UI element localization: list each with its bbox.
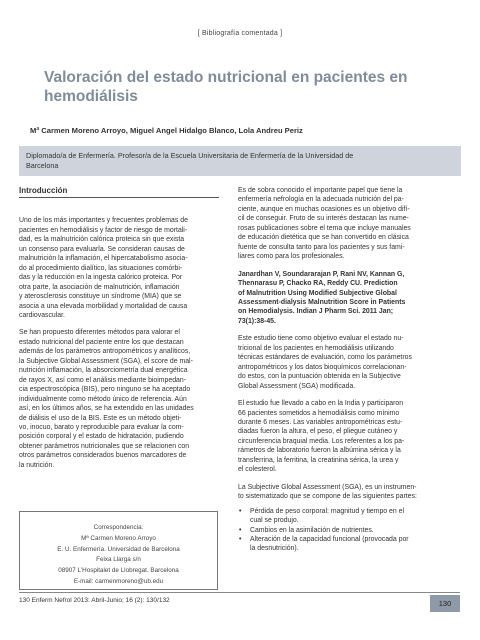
text-line: El estudio fue llevado a cabo en la India y participaron (238, 400, 404, 408)
text-line: de educación dietética que se han convertido en clásica (238, 234, 409, 242)
text-line: asocia a una elevada morbilidad y mortalidad de causa (19, 302, 188, 310)
text-line: la nutrición. (19, 461, 55, 469)
text-line: ciente, aunque en muchas ocasiones es un objetivo difí- (238, 205, 410, 213)
text-line: rosas publicaciones sobre el tema que incluye manuales (238, 224, 411, 232)
text-line: de rayos X, así como el análisis mediante bioimpedan- (19, 376, 186, 384)
text-line: transferrina, la ferritina, la creatinina sérica, la urea y (238, 456, 399, 464)
text-line: posición corporal y el estado de hidratación, pudiendo (19, 433, 184, 441)
text-line: circunferencia braquial media. Los referentes a los pa- (238, 437, 405, 445)
text-line: nutrición inflamación, la absorciometría dual energética (19, 367, 188, 375)
section-heading-introduccion: Introducción (19, 186, 219, 198)
study-objective-paragraph (238, 334, 439, 391)
reference-line: of Malnutrition Using Modified Subjective Global (238, 289, 397, 297)
reference-line: on Hemodialysis. Indian J Pharm Sci. 2011 Jan; (238, 308, 394, 316)
affiliation-line: Diplomado/a de Enfermería. Profesor/a de la Escuela Universitaria de Enfermería de la Universidad de (26, 151, 354, 160)
text-line: el colesterol. (238, 466, 277, 474)
affiliation-line: Barcelona (26, 161, 59, 170)
text-line: Global Assessment (SGA) modificada. (238, 382, 356, 390)
reference-line: 73(1):38-45. (238, 317, 276, 325)
text-line: dad, es la malnutrición calórica proteica sin que exista (19, 236, 185, 244)
correspondence-email: E-mail: carmenmoreno@ub.edu (73, 577, 164, 585)
text-line: liares como para los profesionales. (238, 253, 345, 261)
sga-parts-list (238, 507, 439, 554)
text-line: tricional de los pacientes en hemodiálisis utilizando (238, 344, 394, 352)
intro-paragraph-1 (19, 216, 219, 320)
intro-paragraph-2 (19, 328, 219, 470)
text-line: técnicas estándares de evaluación, como los parámetros (238, 354, 412, 362)
text-line: obtener parámetros nutricionales que se relacionen con (19, 442, 190, 450)
text-line: cia espectroscópica (BIS), pero ninguno se ha aceptado (19, 386, 191, 394)
affiliation-box (19, 146, 461, 176)
correspondence-city: 08907 L'Hospitalet de Llobregat. Barcelona (58, 567, 179, 575)
correspondence-box (19, 511, 218, 590)
reference-line: Assessment-dialysis Malnutrition Score in Patients (238, 298, 406, 306)
correspondence-name: Mª Carmen Moreno Arroyo (81, 534, 156, 542)
text-line: Se han propuesto diferentes métodos para valorar el (19, 329, 180, 337)
text-line: individualmente como método único de referencia. Aún (19, 395, 187, 403)
list-item-text: cual se produjo. (250, 517, 299, 525)
right-column (238, 186, 439, 554)
text-line: pacientes en hemodiálisis y factor de riesgo de mortali- (19, 226, 188, 234)
text-line: fuente de consulta tanto para los pacientes y sus fami- (238, 243, 405, 251)
text-line: durante 6 meses. Las variables antropométricas estu- (238, 418, 403, 426)
left-column (19, 186, 219, 478)
text-line: Uno de los más importantes y frecuentes problemas de (19, 217, 188, 225)
study-design-paragraph (238, 399, 439, 475)
text-line: cil de conseguir. Fruto de su interés destacan las nume- (238, 215, 409, 223)
list-item (238, 535, 439, 554)
text-line: Es de sobra conocido el importante papel que tiene la (238, 187, 403, 194)
section-tag: [ Bibliografía comentada ] (197, 30, 283, 37)
list-item-text: • Cambios en la asimilación de nutrientes. (250, 526, 374, 534)
text-line: así, en los últimos años, se ha extendido en las unidades (19, 405, 194, 413)
list-item-text: la desnutrición). (250, 545, 299, 553)
reference-line: Thennarasu P, Chacko RA, Reddy CU. Prediction (238, 280, 398, 288)
list-item (238, 526, 439, 535)
list-item-text: • Pérdida de peso corporal: magnitud y tiempo en el (250, 507, 404, 515)
text-line: vo, inocuo, barato y reproducible para evaluar la com- (19, 423, 184, 431)
sga-paragraph (238, 483, 439, 502)
reference-line: Janardhan V, Soundararajan P, Rani NV, Kannan G, (238, 270, 405, 278)
right-intro-paragraph (238, 186, 439, 262)
list-item (238, 507, 439, 526)
text-line: de diálisis el uso de la BIS. Este es un método objeti- (19, 414, 182, 422)
text-line: diadas fueron la altura, el peso, el pliegue cutáneo y (238, 428, 398, 436)
correspondence-institution: E. U. Enfermería. Universidad de Barcelona (57, 545, 180, 553)
text-line: to sistematizado que se compone de las siguientes partes: (238, 493, 417, 501)
article-title: Valoración del estado nutricional en pacientes en hemodiálisis (44, 69, 408, 105)
reference-citation (238, 270, 439, 327)
text-line: y aterosclerosis constituye un síndrome (MIA) que se (19, 293, 182, 301)
text-line: 66 pacientes sometidos a hemodiálisis como mínimo (238, 409, 400, 417)
text-line: enfermería nefrología en la adecuada nutrición del pa- (238, 196, 404, 204)
text-line: do al procedimiento dialítico, las situaciones comórbi- (19, 264, 183, 272)
text-line: cardiovascular. (19, 311, 65, 319)
authors: Mª Carmen Moreno Arroyo, Miguel Angel Hidalgo Blanco, Lola Andreu Periz (30, 126, 303, 135)
text-line: Este estudio tiene como objetivo evaluar el estado nu- (238, 335, 404, 343)
text-line: rámetros de laboratorio fueron la albúmina sérica y la (238, 447, 401, 455)
text-line: das y la reducción en la ingesta calórico proteica. Por (19, 274, 183, 282)
text-line: La Subjective Global Assessment (SGA), es un instrumen- (238, 483, 417, 491)
footer-citation: 130 Enferm Nefrol 2013: Abril-Junio; 16 (2): 130/132 (19, 597, 170, 604)
text-line: además de los parámetros antropométricos y analíticos, (19, 348, 191, 356)
correspondence-street: Feixa Llarga s/n (96, 556, 141, 564)
text-line: antropométricos y los datos bioquímicos correlacionan- (238, 363, 407, 371)
text-line: un consenso para evaluarla. Se consideran causas de (19, 245, 185, 253)
footer-divider (19, 592, 460, 593)
text-line: estado nutricional del paciente entre los que destacan (19, 338, 184, 346)
text-line: do estos, con la puntuación obtenida en la Subjective (238, 373, 401, 381)
text-line: la Subjective Global Assessment (SGA), el score de mal- (19, 357, 193, 365)
page-number-badge: 130 (430, 595, 460, 612)
text-line: otros parámetros considerados buenos marcadores de (19, 452, 187, 460)
correspondence-label: Correspondencia: (93, 524, 144, 531)
list-item-text: • Alteración de la capacidad funcional (provocada por (250, 535, 409, 543)
text-line: otra parte, la asociación de malnutrición, inflamación (19, 283, 180, 291)
text-line: malnutrición la inflamación, el hipercatabolismo asocia- (19, 255, 188, 263)
